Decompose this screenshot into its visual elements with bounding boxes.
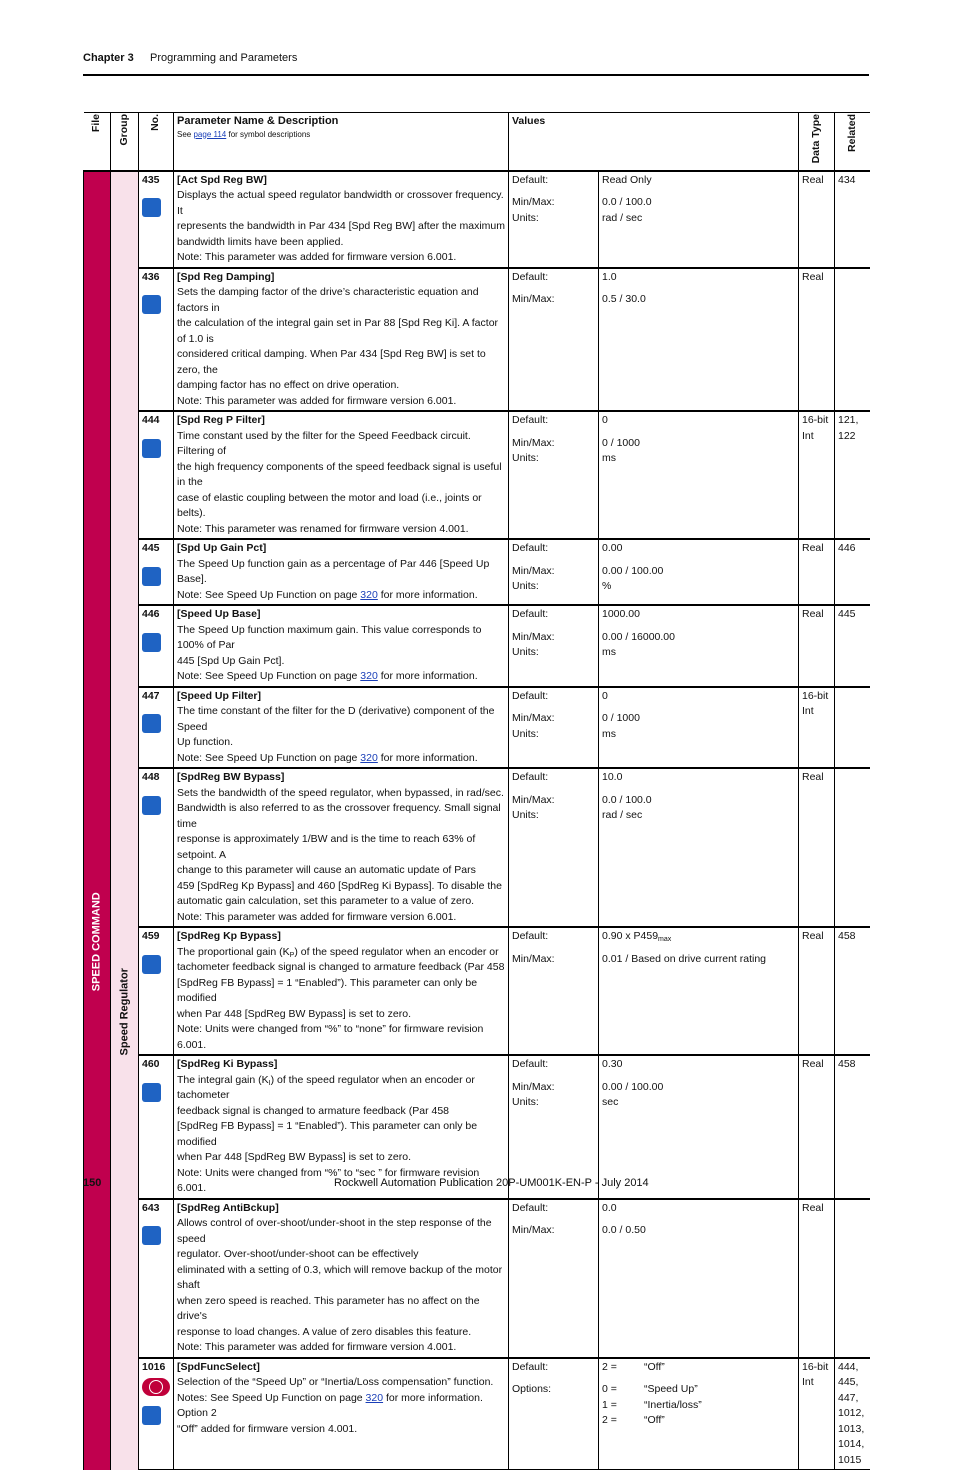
- table-row: [84, 1199, 870, 1358]
- param-name: [SpdReg AntiBckup]: [177, 1201, 279, 1214]
- desc-line: the calculation of the integral gain set in Par 88 [Spd Reg Ki]. A factor of 1.0 is: [177, 317, 499, 345]
- desc-line: The proportional gain $(K_P)$ of the speed regulator when an encoder or: [177, 945, 499, 959]
- param-number: 1016: [142, 1360, 166, 1373]
- parameter-type-icon: [142, 439, 161, 458]
- col-group: Group: [111, 113, 139, 171]
- option-item: 1 = “Inertia/loss”: [602, 1398, 702, 1411]
- units-value: ms: [602, 646, 616, 659]
- table-row: [84, 539, 870, 605]
- desc-line: [SpdReg FB Bypass] = 1 “Enabled”). This parameter can only be modified: [177, 1120, 478, 1148]
- param-number-cell: [139, 268, 174, 412]
- param-number: 459: [142, 930, 160, 943]
- units-label: Units:: [512, 211, 539, 224]
- value-values: [599, 539, 799, 605]
- param-number-cell: [139, 687, 174, 769]
- desc-line: when Par 448 [SpdReg BW Bypass] is set to zero.: [177, 1007, 412, 1020]
- desc-line: Time constant used by the filter for the Speed Feedback circuit. Filtering of: [177, 429, 471, 458]
- group-cell: [111, 171, 139, 1470]
- file-cell: [84, 171, 111, 1470]
- desc-line: Note: Units were changed from “%” to “none” for firmware revision 6.001.: [177, 1023, 484, 1051]
- chapter-label: Chapter 3: [83, 52, 134, 64]
- file-label: SPEED COMMAND: [90, 892, 103, 992]
- value-labels: [509, 605, 599, 687]
- table-row: [84, 171, 870, 268]
- param-description: [174, 1358, 509, 1470]
- desc-line: when zero speed is reached. This parameter has no affect on the drive's: [177, 1294, 480, 1323]
- value-labels: [509, 171, 599, 268]
- page-link[interactable]: 320: [360, 588, 378, 601]
- minmax-label: Min/Max:: [512, 564, 555, 577]
- parameter-type-icon: [142, 295, 161, 314]
- desc-line: Note: This parameter was added for firmware version 6.001.: [177, 251, 457, 264]
- minmax-value: 0.00 / 100.00: [602, 1080, 664, 1093]
- param-description: [174, 687, 509, 769]
- page-link[interactable]: 320: [360, 751, 378, 764]
- default-label: Default:: [512, 608, 549, 621]
- table-row: [84, 411, 870, 539]
- param-description: [174, 768, 509, 927]
- value-labels: [509, 768, 599, 927]
- desc-line: when Par 448 [SpdReg BW Bypass] is set to zero.: [177, 1151, 412, 1164]
- col-related: Related: [835, 113, 870, 171]
- param-name: [Spd Reg P Filter]: [177, 414, 265, 427]
- default-value: 0.90 x $P459_{max}$: [602, 930, 672, 944]
- data-type: Real: [799, 268, 835, 412]
- table-row: [84, 927, 870, 1055]
- data-type: Real: [799, 171, 835, 268]
- value-labels: [509, 268, 599, 412]
- param-number-cell: [139, 1055, 174, 1199]
- desc-line: feedback signal is changed to armature feedback (Par 458: [177, 1104, 450, 1117]
- units-label: Units:: [512, 646, 539, 659]
- minmax-value: 0.00 / 16000.00: [602, 630, 675, 643]
- param-number-cell: [139, 539, 174, 605]
- param-description: [174, 268, 509, 412]
- parameter-type-icon: [142, 796, 161, 815]
- desc-line: represents the bandwidth in Par 434 [Spd Reg BW] after the maximum: [177, 220, 505, 233]
- col-name: Parameter Name & Description See page 114 for symbol descriptions: [174, 113, 509, 171]
- header-rule: [83, 74, 869, 76]
- desc-line: [SpdReg FB Bypass] = 1 “Enabled”). This parameter can only be modified: [177, 976, 478, 1005]
- minmax-value: 0.5 / 30.0: [602, 293, 646, 306]
- desc-line: The integral gain $(K_I)$ of the speed regulator when an encoder or tachometer: [177, 1073, 475, 1102]
- publication-info: Rockwell Automation Publication 20P-UM001K-EN-P - July 2014: [334, 1177, 649, 1189]
- desc-line: response is approximately 1/BW and is the time to reach 63% of setpoint. A: [177, 833, 476, 861]
- desc-line: regulator. Over-shoot/under-shoot can be effectively: [177, 1248, 419, 1261]
- default-label: Default:: [512, 930, 549, 943]
- option-item: 0 = “Speed Up”: [602, 1383, 698, 1396]
- data-type: 16-bit Int: [799, 687, 835, 769]
- page-link[interactable]: 320: [360, 670, 378, 683]
- minmax-label: Min/Max:: [512, 1224, 555, 1237]
- table-row: [84, 687, 870, 769]
- minmax-value: 0.01 / Based on drive current rating: [602, 952, 767, 965]
- data-type: Real: [799, 1055, 835, 1199]
- default-value: 0: [602, 414, 608, 427]
- page-link[interactable]: 320: [365, 1391, 384, 1404]
- default-label: Default:: [512, 1058, 549, 1071]
- param-description: [174, 1199, 509, 1358]
- table-row: [84, 768, 870, 927]
- value-labels: [509, 1358, 599, 1470]
- param-number-cell: [139, 605, 174, 687]
- page-header: [83, 52, 298, 64]
- page-link[interactable]: page 114: [193, 129, 227, 139]
- related-params: 446: [835, 539, 870, 605]
- default-value: 0.00: [602, 542, 623, 555]
- default-label: Default:: [512, 414, 549, 427]
- minmax-value: 0.0 / 100.0: [602, 793, 652, 806]
- data-type: Real: [799, 605, 835, 687]
- minmax-label: Min/Max:: [512, 952, 555, 965]
- desc-line: Note: This parameter was added for firmware version 4.001.: [177, 1341, 457, 1354]
- param-description: [174, 539, 509, 605]
- value-values: [599, 927, 799, 1055]
- desc-line: Note: This parameter was renamed for firmware version 4.001.: [177, 522, 469, 535]
- param-number: 448: [142, 771, 160, 784]
- param-name: [Spd Up Gain Pct]: [177, 542, 267, 555]
- option-item: 2 = “Off”: [602, 1414, 665, 1427]
- units-label: Units:: [512, 727, 539, 740]
- related-params: 121, 122: [835, 411, 870, 539]
- default-label: Default:: [512, 173, 549, 186]
- desc-line: the high frequency components of the speed feedback signal is useful in the: [177, 460, 502, 489]
- symbol-hint: See page 114 for symbol descriptions: [177, 129, 311, 139]
- default-value: 1000.00: [602, 608, 640, 621]
- value-labels: [509, 1199, 599, 1358]
- param-number-cell: [139, 411, 174, 539]
- value-values: [599, 171, 799, 268]
- col-file: File: [84, 113, 111, 171]
- parameter-type-icon: [142, 955, 161, 974]
- col-no: No.: [139, 113, 174, 171]
- param-number: 446: [142, 608, 160, 621]
- default-label: Default:: [512, 542, 549, 555]
- param-name: [SpdReg Ki Bypass]: [177, 1058, 278, 1071]
- default-value: 0: [602, 689, 608, 702]
- data-type: 16-bit Int: [799, 1358, 835, 1470]
- related-params: 458: [835, 1055, 870, 1199]
- param-number-cell: [139, 768, 174, 927]
- desc-line: bandwidth limits have been applied.: [177, 235, 344, 248]
- units-value: sec: [602, 1096, 619, 1109]
- related-params: [835, 768, 870, 927]
- default-value: Read Only: [602, 173, 652, 186]
- param-number: 435: [142, 173, 160, 186]
- related-params: 434: [835, 171, 870, 268]
- param-name: [Act Spd Reg BW]: [177, 173, 267, 186]
- desc-line: The Speed Up function maximum gain. This value corresponds to 100% of Par: [177, 623, 482, 652]
- param-description: [174, 171, 509, 268]
- desc-line: change to this parameter will cause an automatic update of Pars: [177, 864, 476, 877]
- parameter-type-icon: [142, 633, 161, 652]
- related-params: [835, 268, 870, 412]
- col-data-type: Data Type: [799, 113, 835, 171]
- value-values: [599, 1199, 799, 1358]
- parameter-table: [83, 112, 870, 1470]
- param-number: 447: [142, 689, 160, 702]
- desc-line: automatic gain calculation, set this parameter to a value of zero.: [177, 895, 475, 908]
- desc-line: Note: This parameter was added for firmware version 6.001.: [177, 910, 457, 923]
- minmax-value: 0.0 / 0.50: [602, 1224, 646, 1237]
- data-type: Real: [799, 927, 835, 1055]
- value-values: [599, 1358, 799, 1470]
- desc-line: 459 [SpdReg Kp Bypass] and 460 [SpdReg Ki Bypass]. To disable the: [177, 879, 502, 892]
- desc-line: 445 [Spd Up Gain Pct].: [177, 654, 285, 667]
- units-label: Units:: [512, 452, 539, 465]
- units-value: rad / sec: [602, 809, 643, 822]
- desc-line: response to load changes. A value of zero disables this feature.: [177, 1325, 472, 1338]
- table-header-row: [84, 113, 870, 171]
- minmax-label: Min/Max:: [512, 630, 555, 643]
- minmax-value: 0 / 1000: [602, 436, 640, 449]
- param-number-cell: [139, 927, 174, 1055]
- minmax-label: Min/Max:: [512, 793, 555, 806]
- default-value: 0.0: [602, 1201, 617, 1214]
- desc-line: Allows control of over-shoot/under-shoot in the step response of the speed: [177, 1217, 492, 1245]
- value-labels: [509, 411, 599, 539]
- value-labels: [509, 927, 599, 1055]
- default-label: Default:: [512, 771, 549, 784]
- parameter-type-icon: [142, 198, 161, 217]
- default-value: 1.0: [602, 270, 617, 283]
- desc-line: Selection of the “Speed Up” or “Inertia/Loss compensation” function.: [177, 1376, 494, 1389]
- data-type: Real: [799, 768, 835, 927]
- units-label: Units:: [512, 580, 539, 593]
- table-row: [84, 268, 870, 412]
- parameter-type-icon: [142, 1083, 161, 1102]
- desc-line: Displays the actual speed regulator bandwidth or crossover frequency. It: [177, 189, 504, 217]
- param-name: [Speed Up Filter]: [177, 689, 262, 702]
- param-number: 444: [142, 414, 160, 427]
- value-values: [599, 605, 799, 687]
- minmax-value: 0.00 / 100.00: [602, 564, 664, 577]
- default-label: Default:: [512, 1201, 549, 1214]
- param-number: 643: [142, 1201, 160, 1214]
- default-value: 10.0: [602, 771, 623, 784]
- param-number: 445: [142, 542, 160, 555]
- param-name: [SpdReg BW Bypass]: [177, 771, 285, 784]
- desc-line: Sets the bandwidth of the speed regulator, when bypassed, in rad/sec.: [177, 786, 504, 799]
- param-description: [174, 927, 509, 1055]
- minmax-label: Min/Max:: [512, 196, 555, 209]
- param-number: 460: [142, 1058, 160, 1071]
- options-label: Options:: [512, 1383, 552, 1396]
- minmax-label: Min/Max:: [512, 1080, 555, 1093]
- table-row: [84, 1358, 870, 1470]
- desc-note: Note: See Speed Up Function on page 320 for more information.: [177, 588, 478, 601]
- data-type: 16-bit Int: [799, 411, 835, 539]
- related-params: [835, 687, 870, 769]
- page-number: 150: [83, 1177, 102, 1189]
- param-number: 436: [142, 270, 160, 283]
- desc-note: Note: See Speed Up Function on page 320 for more information.: [177, 751, 478, 764]
- value-labels: [509, 687, 599, 769]
- param-name: [Spd Reg Damping]: [177, 270, 275, 283]
- group-label: Speed Regulator: [117, 968, 130, 1056]
- desc-note: Notes: See Speed Up Function on page 320 for more information. Option 2: [177, 1391, 483, 1420]
- default-label: Default:: [512, 689, 549, 702]
- related-params: [835, 1199, 870, 1358]
- table-row: [84, 605, 870, 687]
- units-value: ms: [602, 727, 616, 740]
- value-labels: [509, 539, 599, 605]
- default-label: Default:: [512, 1360, 549, 1373]
- desc-line: eliminated with a setting of 0.3, which will remove backup of the motor shaft: [177, 1263, 503, 1292]
- default-label: Default:: [512, 270, 549, 283]
- desc-note: Note: See Speed Up Function on page 320 for more information.: [177, 670, 478, 683]
- value-values: [599, 768, 799, 927]
- value-values: [599, 687, 799, 769]
- param-number-cell: [139, 171, 174, 268]
- desc-line: “Off” added for firmware version 4.001.: [177, 1422, 358, 1435]
- minmax-value: 0.0 / 100.0: [602, 196, 652, 209]
- units-label: Units:: [512, 809, 539, 822]
- desc-line: Sets the damping factor of the drive’s characteristic equation and factors in: [177, 286, 479, 314]
- param-name: [SpdFuncSelect]: [177, 1360, 260, 1373]
- units-label: Units:: [512, 1096, 539, 1109]
- default-value: 2 = “Off”: [602, 1360, 665, 1373]
- col-values: Values: [509, 113, 799, 171]
- desc-line: considered critical damping. When Par 434 [Spd Reg BW] is set to zero, the: [177, 348, 486, 376]
- parameter-type-icon: [142, 714, 161, 733]
- param-description: [174, 411, 509, 539]
- units-value: rad / sec: [602, 211, 643, 224]
- parameter-type-icon: [142, 567, 161, 586]
- desc-line: Note: Units were changed from “%” to “sec ” for firmware revision 6.001.: [177, 1166, 480, 1195]
- units-value: %: [602, 580, 612, 593]
- parameter-type-icon: [142, 1226, 161, 1245]
- data-type: Real: [799, 1199, 835, 1358]
- desc-line: The Speed Up function gain as a percentage of Par 446 [Speed Up Base].: [177, 557, 490, 586]
- value-values: [599, 268, 799, 412]
- desc-line: The time constant of the filter for the D (derivative) component of the Speed: [177, 705, 495, 733]
- default-value: 0.30: [602, 1058, 623, 1071]
- data-type: Real: [799, 539, 835, 605]
- desc-line: Bandwidth is also referred to as the crossover frequency. Small signal time: [177, 802, 501, 830]
- param-description: [174, 605, 509, 687]
- value-values: [599, 411, 799, 539]
- desc-line: case of elastic coupling between the motor and load (i.e., joints or belts).: [177, 491, 482, 520]
- minmax-label: Min/Max:: [512, 712, 555, 725]
- minmax-label: Min/Max:: [512, 293, 555, 306]
- desc-line: tachometer feedback signal is changed to armature feedback (Par 458: [177, 961, 505, 974]
- section-title: Programming and Parameters: [150, 52, 298, 64]
- parameter-type-icon: [142, 1406, 161, 1425]
- minmax-label: Min/Max:: [512, 436, 555, 449]
- param-number-cell: [139, 1199, 174, 1358]
- desc-line: Note: This parameter was added for firmware version 6.001.: [177, 394, 457, 407]
- related-params: 458: [835, 927, 870, 1055]
- param-name: [Speed Up Base]: [177, 608, 261, 621]
- stop-drive-icon: [142, 1378, 170, 1396]
- desc-line: damping factor has no effect on drive operation.: [177, 379, 400, 392]
- desc-line: Up function.: [177, 736, 234, 749]
- param-name: [SpdReg Kp Bypass]: [177, 930, 281, 943]
- related-params: 445: [835, 605, 870, 687]
- related-params: 444, 445, 447, 1012, 1013, 1014, 1015: [835, 1358, 870, 1470]
- units-value: ms: [602, 452, 616, 465]
- minmax-value: 0 / 1000: [602, 712, 640, 725]
- param-number-cell: [139, 1358, 174, 1470]
